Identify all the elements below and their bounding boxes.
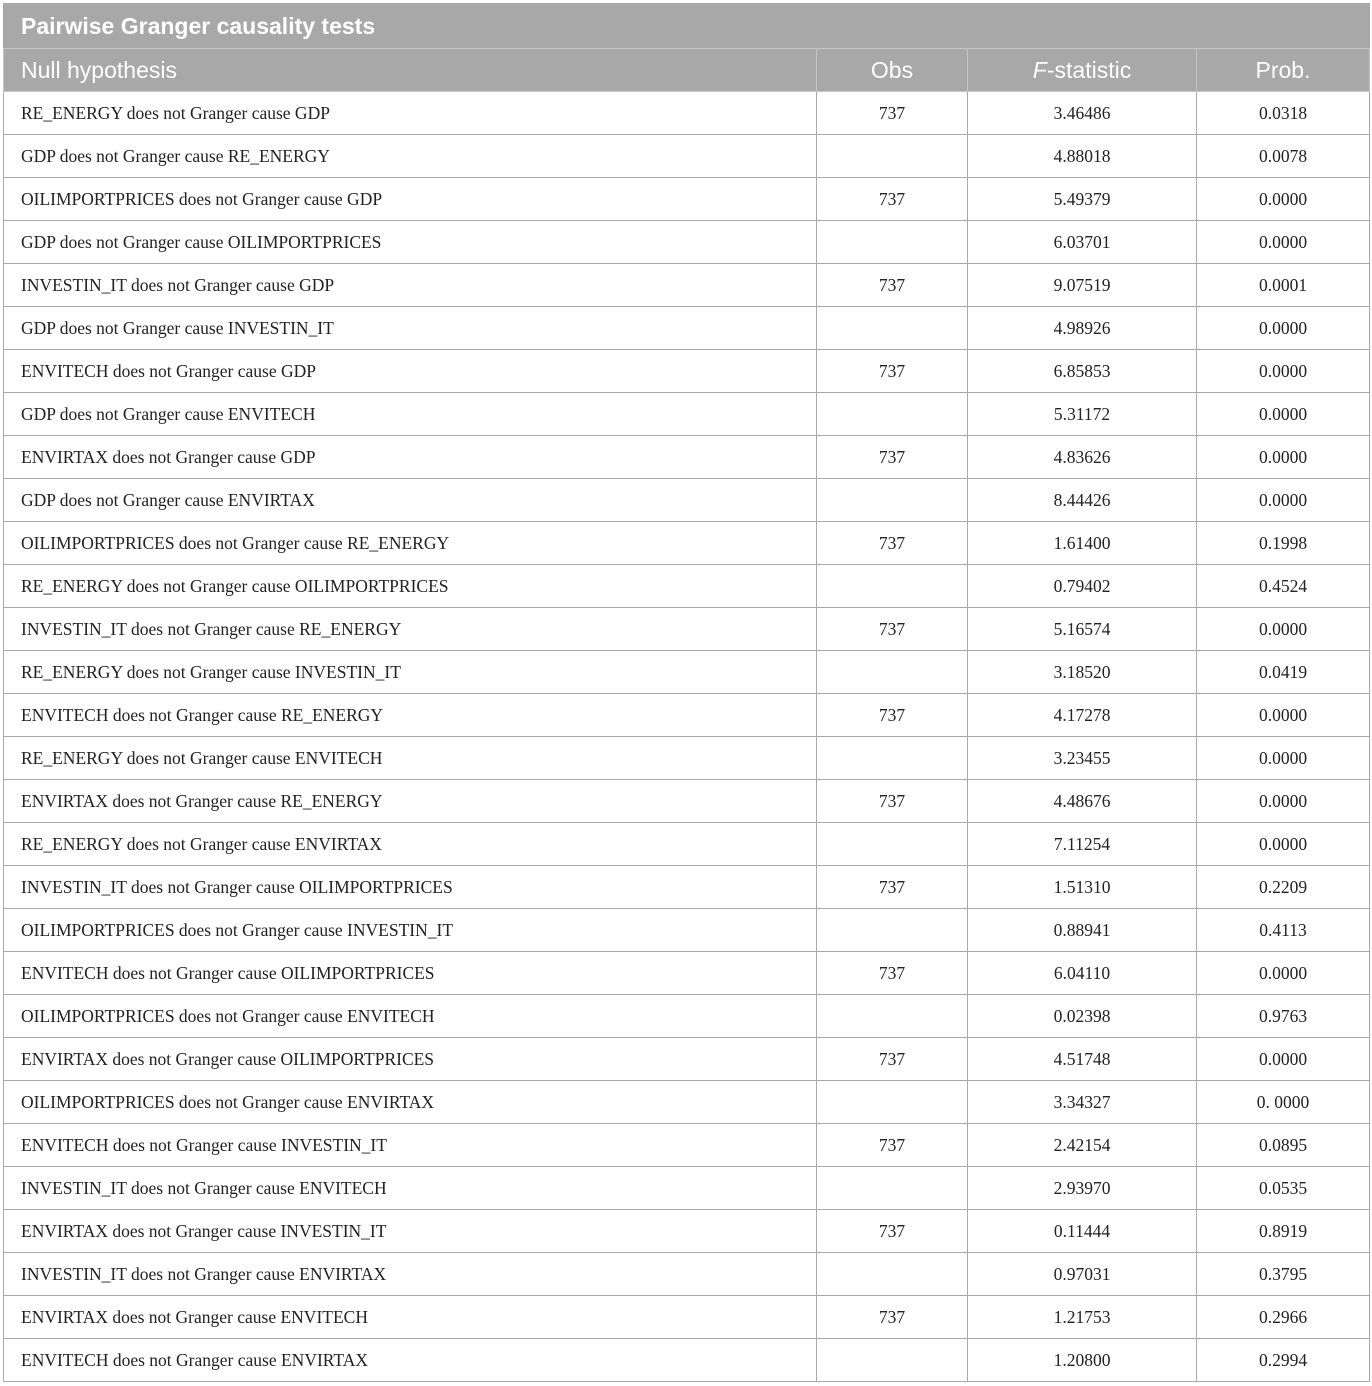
header-f-italic: F xyxy=(1032,56,1047,83)
cell-null-hypothesis: ENVIRTAX does not Granger cause INVESTIN_IT xyxy=(4,1210,817,1253)
cell-null-hypothesis: INVESTIN_IT does not Granger cause GDP xyxy=(4,264,817,307)
cell-obs xyxy=(817,1081,968,1124)
table-row xyxy=(4,350,1370,393)
table-row xyxy=(4,1210,1370,1253)
granger-causality-table xyxy=(3,3,1370,1382)
cell-null-hypothesis: INVESTIN_IT does not Granger cause RE_ENERGY xyxy=(4,608,817,651)
cell-f-statistic: 5.31172 xyxy=(968,393,1197,436)
cell-null-hypothesis: GDP does not Granger cause ENVITECH xyxy=(4,393,817,436)
cell-f-statistic: 6.03701 xyxy=(968,221,1197,264)
cell-obs xyxy=(817,135,968,178)
table-row xyxy=(4,694,1370,737)
cell-f-statistic: 3.18520 xyxy=(968,651,1197,694)
table-row xyxy=(4,995,1370,1038)
table-row xyxy=(4,135,1370,178)
cell-prob: 0.0000 xyxy=(1197,694,1370,737)
cell-f-statistic: 0.97031 xyxy=(968,1253,1197,1296)
table-row xyxy=(4,436,1370,479)
cell-f-statistic: 4.98926 xyxy=(968,307,1197,350)
cell-prob: 0.0000 xyxy=(1197,393,1370,436)
table-header-row xyxy=(4,49,1370,92)
cell-f-statistic: 6.85853 xyxy=(968,350,1197,393)
cell-prob: 0.2966 xyxy=(1197,1296,1370,1339)
cell-null-hypothesis: GDP does not Granger cause ENVIRTAX xyxy=(4,479,817,522)
cell-obs: 737 xyxy=(817,264,968,307)
cell-null-hypothesis: ENVITECH does not Granger cause ENVIRTAX xyxy=(4,1339,817,1382)
table-row xyxy=(4,823,1370,866)
cell-obs: 737 xyxy=(817,952,968,995)
cell-f-statistic: 4.88018 xyxy=(968,135,1197,178)
cell-prob: 0.0078 xyxy=(1197,135,1370,178)
cell-obs: 737 xyxy=(817,1296,968,1339)
cell-prob: 0.0895 xyxy=(1197,1124,1370,1167)
cell-null-hypothesis: INVESTIN_IT does not Granger cause OILIMPORTPRICES xyxy=(4,866,817,909)
cell-obs: 737 xyxy=(817,522,968,565)
cell-prob: 0.0000 xyxy=(1197,780,1370,823)
cell-f-statistic: 3.46486 xyxy=(968,92,1197,135)
cell-f-statistic: 0.11444 xyxy=(968,1210,1197,1253)
header-null-hypothesis: Null hypothesis xyxy=(4,49,817,92)
cell-obs xyxy=(817,307,968,350)
table-row xyxy=(4,1167,1370,1210)
cell-null-hypothesis: RE_ENERGY does not Granger cause GDP xyxy=(4,92,817,135)
table-row xyxy=(4,651,1370,694)
cell-obs xyxy=(817,995,968,1038)
table-row xyxy=(4,92,1370,135)
header-f-statistic xyxy=(968,49,1197,92)
table-row xyxy=(4,866,1370,909)
cell-obs: 737 xyxy=(817,608,968,651)
cell-obs xyxy=(817,565,968,608)
cell-null-hypothesis: ENVITECH does not Granger cause GDP xyxy=(4,350,817,393)
cell-f-statistic: 5.16574 xyxy=(968,608,1197,651)
cell-obs: 737 xyxy=(817,780,968,823)
cell-null-hypothesis: ENVIRTAX does not Granger cause OILIMPORTPRICES xyxy=(4,1038,817,1081)
table-row xyxy=(4,780,1370,823)
cell-f-statistic: 9.07519 xyxy=(968,264,1197,307)
cell-f-statistic: 1.51310 xyxy=(968,866,1197,909)
cell-null-hypothesis: OILIMPORTPRICES does not Granger cause ENVIRTAX xyxy=(4,1081,817,1124)
table-row xyxy=(4,608,1370,651)
cell-f-statistic: 3.23455 xyxy=(968,737,1197,780)
table-row xyxy=(4,393,1370,436)
table-row xyxy=(4,1339,1370,1382)
table-row xyxy=(4,1081,1370,1124)
cell-obs: 737 xyxy=(817,350,968,393)
cell-prob: 0.0000 xyxy=(1197,737,1370,780)
header-prob: Prob. xyxy=(1197,49,1370,92)
table-row xyxy=(4,565,1370,608)
cell-obs xyxy=(817,221,968,264)
table-row xyxy=(4,1124,1370,1167)
cell-obs xyxy=(817,909,968,952)
cell-obs: 737 xyxy=(817,436,968,479)
cell-null-hypothesis: RE_ENERGY does not Granger cause OILIMPORTPRICES xyxy=(4,565,817,608)
cell-prob: 0.0001 xyxy=(1197,264,1370,307)
cell-null-hypothesis: RE_ENERGY does not Granger cause ENVIRTAX xyxy=(4,823,817,866)
cell-prob: 0.4113 xyxy=(1197,909,1370,952)
cell-null-hypothesis: GDP does not Granger cause INVESTIN_IT xyxy=(4,307,817,350)
table-row xyxy=(4,952,1370,995)
cell-null-hypothesis: INVESTIN_IT does not Granger cause ENVIRTAX xyxy=(4,1253,817,1296)
cell-obs xyxy=(817,479,968,522)
cell-f-statistic: 5.49379 xyxy=(968,178,1197,221)
cell-obs xyxy=(817,393,968,436)
cell-prob: 0.3795 xyxy=(1197,1253,1370,1296)
cell-prob: 0.8919 xyxy=(1197,1210,1370,1253)
table-row xyxy=(4,522,1370,565)
table-row xyxy=(4,221,1370,264)
cell-f-statistic: 4.51748 xyxy=(968,1038,1197,1081)
cell-prob: 0.1998 xyxy=(1197,522,1370,565)
table-row xyxy=(4,909,1370,952)
cell-obs xyxy=(817,1253,968,1296)
cell-f-statistic: 1.21753 xyxy=(968,1296,1197,1339)
cell-prob: 0.0318 xyxy=(1197,92,1370,135)
cell-f-statistic: 2.42154 xyxy=(968,1124,1197,1167)
cell-obs xyxy=(817,1167,968,1210)
cell-prob: 0.0000 xyxy=(1197,1038,1370,1081)
cell-obs: 737 xyxy=(817,1210,968,1253)
header-f-suffix: -statistic xyxy=(1046,56,1132,83)
cell-null-hypothesis: OILIMPORTPRICES does not Granger cause RE_ENERGY xyxy=(4,522,817,565)
cell-obs: 737 xyxy=(817,1038,968,1081)
table-row xyxy=(4,178,1370,221)
cell-obs: 737 xyxy=(817,1124,968,1167)
cell-prob: 0.0000 xyxy=(1197,178,1370,221)
granger-table-container xyxy=(3,3,1369,1382)
table-row xyxy=(4,307,1370,350)
cell-null-hypothesis: GDP does not Granger cause RE_ENERGY xyxy=(4,135,817,178)
cell-obs: 737 xyxy=(817,178,968,221)
table-row xyxy=(4,1296,1370,1339)
cell-null-hypothesis: OILIMPORTPRICES does not Granger cause GDP xyxy=(4,178,817,221)
cell-prob: 0.0000 xyxy=(1197,952,1370,995)
cell-f-statistic: 3.34327 xyxy=(968,1081,1197,1124)
cell-null-hypothesis: ENVITECH does not Granger cause INVESTIN_IT xyxy=(4,1124,817,1167)
cell-null-hypothesis: ENVIRTAX does not Granger cause RE_ENERGY xyxy=(4,780,817,823)
cell-prob: 0.0000 xyxy=(1197,608,1370,651)
table-row xyxy=(4,479,1370,522)
cell-null-hypothesis: ENVITECH does not Granger cause OILIMPORTPRICES xyxy=(4,952,817,995)
cell-prob: 0.0000 xyxy=(1197,221,1370,264)
cell-prob: 0. 0000 xyxy=(1197,1081,1370,1124)
cell-prob: 0.2994 xyxy=(1197,1339,1370,1382)
cell-null-hypothesis: RE_ENERGY does not Granger cause ENVITECH xyxy=(4,737,817,780)
cell-f-statistic: 7.11254 xyxy=(968,823,1197,866)
cell-obs: 737 xyxy=(817,694,968,737)
cell-obs xyxy=(817,823,968,866)
cell-null-hypothesis: ENVIRTAX does not Granger cause GDP xyxy=(4,436,817,479)
table-body xyxy=(4,92,1370,1382)
cell-f-statistic: 2.93970 xyxy=(968,1167,1197,1210)
cell-f-statistic: 4.83626 xyxy=(968,436,1197,479)
cell-obs xyxy=(817,1339,968,1382)
cell-prob: 0.0000 xyxy=(1197,350,1370,393)
cell-null-hypothesis: ENVIRTAX does not Granger cause ENVITECH xyxy=(4,1296,817,1339)
cell-f-statistic: 6.04110 xyxy=(968,952,1197,995)
table-title: Pairwise Granger causality tests xyxy=(4,4,1370,49)
cell-obs xyxy=(817,737,968,780)
cell-null-hypothesis: GDP does not Granger cause OILIMPORTPRICES xyxy=(4,221,817,264)
cell-prob: 0.0000 xyxy=(1197,436,1370,479)
cell-prob: 0.0000 xyxy=(1197,823,1370,866)
table-row xyxy=(4,1253,1370,1296)
cell-prob: 0.0535 xyxy=(1197,1167,1370,1210)
cell-f-statistic: 1.20800 xyxy=(968,1339,1197,1382)
header-obs: Obs xyxy=(817,49,968,92)
cell-null-hypothesis: OILIMPORTPRICES does not Granger cause INVESTIN_IT xyxy=(4,909,817,952)
cell-null-hypothesis: OILIMPORTPRICES does not Granger cause ENVITECH xyxy=(4,995,817,1038)
cell-prob: 0.2209 xyxy=(1197,866,1370,909)
cell-f-statistic: 4.48676 xyxy=(968,780,1197,823)
cell-prob: 0.0000 xyxy=(1197,479,1370,522)
cell-prob: 0.0000 xyxy=(1197,307,1370,350)
cell-obs: 737 xyxy=(817,866,968,909)
cell-f-statistic: 8.44426 xyxy=(968,479,1197,522)
cell-f-statistic: 0.02398 xyxy=(968,995,1197,1038)
cell-null-hypothesis: RE_ENERGY does not Granger cause INVESTIN_IT xyxy=(4,651,817,694)
cell-f-statistic: 4.17278 xyxy=(968,694,1197,737)
cell-prob: 0.4524 xyxy=(1197,565,1370,608)
table-row xyxy=(4,737,1370,780)
cell-null-hypothesis: ENVITECH does not Granger cause RE_ENERGY xyxy=(4,694,817,737)
table-row xyxy=(4,1038,1370,1081)
cell-f-statistic: 0.88941 xyxy=(968,909,1197,952)
cell-prob: 0.0419 xyxy=(1197,651,1370,694)
cell-obs: 737 xyxy=(817,92,968,135)
cell-f-statistic: 0.79402 xyxy=(968,565,1197,608)
cell-f-statistic: 1.61400 xyxy=(968,522,1197,565)
cell-null-hypothesis: INVESTIN_IT does not Granger cause ENVITECH xyxy=(4,1167,817,1210)
cell-prob: 0.9763 xyxy=(1197,995,1370,1038)
table-row xyxy=(4,264,1370,307)
cell-obs xyxy=(817,651,968,694)
